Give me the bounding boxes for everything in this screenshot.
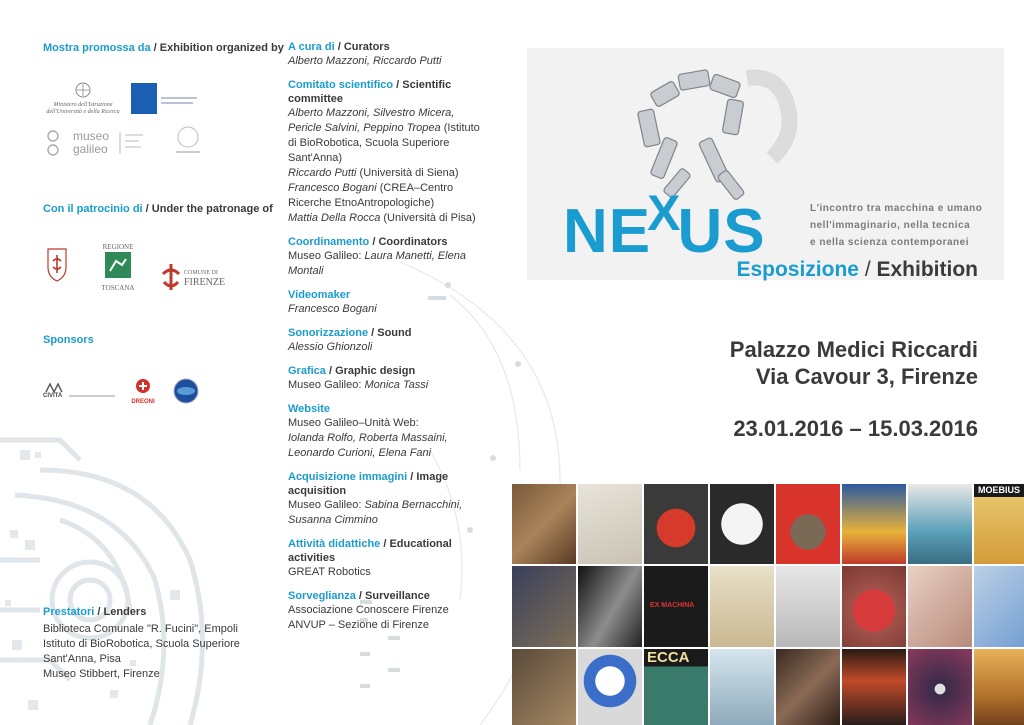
credit-text: Ricerche EtnoAntropologiche) bbox=[288, 197, 435, 209]
credit-line bbox=[288, 151, 488, 166]
credit-line bbox=[288, 565, 488, 580]
sponsors-heading-it: Sponsors bbox=[43, 334, 94, 346]
mosaic-tile bbox=[842, 566, 906, 646]
credit-entry bbox=[288, 288, 488, 317]
credit-heading-en: Scientific committee bbox=[288, 79, 452, 105]
credit-heading: Sonorizzazione / Sound bbox=[288, 327, 412, 339]
credit-line bbox=[288, 166, 488, 181]
credit-heading: Attività didattiche / Educational activities bbox=[288, 538, 452, 564]
mosaic-tile bbox=[908, 566, 972, 646]
mosaic-tile bbox=[908, 484, 972, 564]
credit-line bbox=[288, 181, 488, 196]
promoters-heading-en: Exhibition organized by bbox=[159, 42, 284, 54]
credit-line bbox=[288, 513, 488, 528]
mosaic-tile bbox=[776, 649, 840, 725]
credit-name: Francesco Bogani bbox=[288, 182, 377, 194]
credit-line bbox=[288, 498, 488, 513]
mosaic-tile bbox=[908, 649, 972, 725]
galileo-mark-icon bbox=[45, 128, 67, 158]
credit-text: Museo Galileo–Unità Web: bbox=[288, 417, 419, 429]
nexus-title bbox=[563, 185, 766, 267]
mosaic-tile bbox=[776, 566, 840, 646]
lenders-heading: Prestatori / Lenders bbox=[43, 606, 147, 618]
credit-heading-it: Website bbox=[288, 403, 330, 415]
credit-entry bbox=[288, 40, 488, 69]
credit-entry bbox=[288, 326, 488, 355]
mosaic-tile bbox=[644, 566, 708, 646]
credit-heading-it: Sorveglianza bbox=[288, 590, 356, 602]
credit-name: Laura Manetti, Elena bbox=[364, 250, 466, 262]
credit-line bbox=[288, 302, 488, 317]
mosaic-tile bbox=[512, 566, 576, 646]
credit-line bbox=[288, 249, 488, 264]
pegasus-icon bbox=[104, 251, 132, 279]
credit-name: Susanna Cimmino bbox=[288, 514, 378, 526]
mosaic-tile bbox=[644, 649, 708, 725]
exhibition-dates: 23.01.2016 – 15.03.2016 bbox=[733, 416, 978, 441]
credit-text: (CREA–Centro bbox=[376, 182, 454, 194]
credit-heading-it: Acquisizione immagini bbox=[288, 471, 408, 483]
robot-hands-illustration bbox=[607, 58, 807, 208]
credit-entry bbox=[288, 402, 488, 461]
credit-heading: A cura di / Curators bbox=[288, 41, 390, 53]
credit-heading-it: A cura di bbox=[288, 41, 335, 53]
credit-text: Associazione Conoscere Firenze bbox=[288, 604, 449, 616]
credit-heading-en: Sound bbox=[377, 327, 412, 339]
credit-heading-it: Comitato scientifico bbox=[288, 79, 394, 91]
ecca-title: ECCA bbox=[647, 648, 690, 666]
credit-name: Sabina Bernacchini, bbox=[364, 499, 463, 511]
sponsor-badge-icon bbox=[173, 378, 199, 404]
credit-line bbox=[288, 603, 488, 618]
credit-name: Leonardo Curioni, Elena Fani bbox=[288, 447, 432, 459]
galileo-word: galileo bbox=[73, 142, 108, 156]
ministry-line1: Ministero dell'Istruzione bbox=[53, 102, 113, 108]
lenders-heading-it: Prestatori bbox=[43, 606, 95, 618]
credit-heading-en: Curators bbox=[343, 41, 390, 53]
tagline-line: e nella scienza contemporanei bbox=[810, 237, 969, 248]
civita-logo bbox=[43, 381, 119, 401]
credit-entry bbox=[288, 470, 488, 528]
tagline-line: L'incontro tra macchina e umano bbox=[810, 203, 983, 214]
lenders-list bbox=[43, 622, 240, 682]
credit-heading-en: Coordinators bbox=[378, 236, 448, 248]
credits-column bbox=[288, 40, 488, 642]
credit-heading: Grafica / Graphic design bbox=[288, 365, 416, 377]
lily-icon bbox=[160, 262, 182, 292]
venue-name: Palazzo Medici Riccardi bbox=[729, 337, 978, 362]
credit-entry bbox=[288, 78, 488, 226]
credit-line bbox=[288, 340, 488, 355]
credit-name: Alessio Ghionzoli bbox=[288, 341, 373, 353]
lender-item: Istituto di BioRobotica, Scuola Superiore bbox=[43, 638, 240, 650]
patronage-heading-it: Con il patrocinio di bbox=[43, 203, 143, 215]
credit-text: Museo Galileo: bbox=[288, 250, 365, 262]
comune-firenze-logo bbox=[160, 262, 232, 294]
credit-name: Pericle Salvini, Peppino Tropea bbox=[288, 122, 441, 134]
lenders-heading-en: Lenders bbox=[103, 606, 147, 618]
credit-name: Iolanda Rolfo, Roberta Massaini, bbox=[288, 432, 448, 444]
ministry-logo bbox=[43, 82, 123, 118]
mosaic-tile bbox=[974, 566, 1024, 646]
credit-heading-it: Attività didattiche bbox=[288, 538, 381, 550]
biorobotics-logo bbox=[131, 83, 201, 115]
tagline-line: nell'immaginario, nella tecnica bbox=[810, 220, 971, 231]
nexus-title-us: US bbox=[677, 197, 766, 266]
lender-item: Museo Stibbert, Firenze bbox=[43, 668, 160, 680]
toscana-word: TOSCANA bbox=[101, 284, 135, 292]
credit-name: Monica Tassi bbox=[364, 379, 429, 391]
sponsors-heading bbox=[43, 334, 94, 346]
credit-heading-en: Surveillance bbox=[365, 590, 430, 602]
credit-heading bbox=[288, 288, 488, 302]
credit-entry bbox=[288, 537, 488, 580]
firenze-word: FIRENZE bbox=[184, 277, 226, 288]
credit-entry bbox=[288, 235, 488, 279]
mosaic-tile bbox=[512, 484, 576, 564]
regione-toscana-logo bbox=[98, 243, 138, 293]
credit-heading: Acquisizione immagini / Image acquisition bbox=[288, 471, 449, 497]
credit-name: Alberto Mazzoni, Riccardo Putti bbox=[288, 55, 442, 67]
mosaic-tile bbox=[710, 484, 774, 564]
mosaic-tile bbox=[512, 649, 576, 725]
university-seal-icon bbox=[170, 124, 206, 158]
credit-line bbox=[288, 196, 488, 211]
credit-text: (Istituto bbox=[440, 122, 480, 134]
nexus-title-x: X bbox=[647, 185, 682, 241]
credit-heading-en: Educational activities bbox=[288, 538, 452, 564]
sponsor-badge-logo bbox=[173, 378, 199, 404]
credit-line bbox=[288, 121, 488, 136]
nexus-tagline bbox=[810, 200, 982, 251]
comune-word: COMUNE DI bbox=[184, 270, 218, 276]
credit-entry bbox=[288, 589, 488, 633]
nexus-title-ne: NE bbox=[563, 197, 652, 266]
credit-text: ANVUP – Sezione di Firenze bbox=[288, 619, 430, 631]
credit-text: Museo Galileo: bbox=[288, 379, 365, 391]
image-mosaic bbox=[512, 484, 1024, 725]
mosaic-tile bbox=[644, 484, 708, 564]
ex-machina-title: EX MACHINA bbox=[650, 602, 695, 610]
credit-name: Montali bbox=[288, 265, 324, 277]
credit-name: Francesco Bogani bbox=[288, 303, 377, 315]
mobius-title: MOEBIUS bbox=[978, 485, 1021, 495]
mosaic-tile bbox=[578, 484, 642, 564]
mosaic-tile bbox=[710, 566, 774, 646]
credit-heading: Comitato scientifico / Scientific committee bbox=[288, 79, 452, 105]
credit-heading-en: Image acquisition bbox=[288, 471, 449, 497]
credit-heading-en: Graphic design bbox=[335, 365, 416, 377]
credit-heading-it: Coordinamento bbox=[288, 236, 370, 248]
credit-heading-it: Grafica bbox=[288, 365, 326, 377]
university-siena-logo bbox=[170, 124, 206, 158]
credit-heading-it: Videomaker bbox=[288, 289, 351, 301]
exhibition-label bbox=[736, 258, 978, 282]
credit-line bbox=[288, 211, 488, 226]
venue-street: Via Cavour 3, Firenze bbox=[755, 364, 978, 389]
credit-name: Alberto Mazzoni, Silvestro Micera, bbox=[288, 107, 455, 119]
museo-word: museo bbox=[73, 129, 110, 143]
lender-item: Sant'Anna, Pisa bbox=[43, 653, 121, 665]
patronage-heading: Con il patrocinio di / Under the patronage of bbox=[43, 203, 273, 215]
credit-text: GREAT Robotics bbox=[288, 566, 371, 578]
fleur-de-lis-crest-icon bbox=[44, 245, 70, 287]
credit-name: Mattia Della Rocca bbox=[288, 212, 381, 224]
patronage-heading-en: Under the patronage of bbox=[151, 203, 273, 215]
dreoni-word: DREONI bbox=[131, 399, 155, 405]
credit-line bbox=[288, 431, 488, 446]
credit-line bbox=[288, 106, 488, 121]
credit-line bbox=[288, 136, 488, 151]
nexus-hero bbox=[527, 48, 1004, 280]
promoters-heading-it: Mostra promossa da bbox=[43, 42, 151, 54]
credit-line bbox=[288, 378, 488, 393]
credit-text: (Università di Pisa) bbox=[380, 212, 476, 224]
lender-item: Biblioteca Comunale "R. Fucini", Empoli bbox=[43, 623, 238, 635]
credit-line bbox=[288, 264, 488, 279]
mosaic-tile bbox=[974, 649, 1024, 725]
credit-entry bbox=[288, 364, 488, 393]
credit-text: Sant'Anna) bbox=[288, 152, 343, 164]
credit-text: di BioRobotica, Scuola Superiore bbox=[288, 137, 450, 149]
mosaic-tile bbox=[842, 649, 906, 725]
mosaic-tile bbox=[842, 484, 906, 564]
venue-address bbox=[730, 336, 978, 390]
mosaic-tile bbox=[776, 484, 840, 564]
ministry-line2: dell'Università e della Ricerca bbox=[46, 109, 120, 115]
mosaic-tile bbox=[578, 649, 642, 725]
mosaic-tile bbox=[710, 649, 774, 725]
dreoni-mark-icon bbox=[134, 378, 152, 394]
regione-word: REGIONE bbox=[102, 243, 134, 251]
credit-heading bbox=[288, 402, 488, 416]
promoters-heading: Mostra promossa da / Exhibition organized by bbox=[43, 42, 284, 54]
credit-text: Museo Galileo: bbox=[288, 499, 365, 511]
mosaic-tile bbox=[578, 566, 642, 646]
credit-line bbox=[288, 618, 488, 633]
credit-heading-it: Sonorizzazione bbox=[288, 327, 369, 339]
mosaic-tile bbox=[974, 484, 1024, 564]
dreoni-logo bbox=[128, 378, 158, 404]
exhibition-label-sep: / bbox=[858, 258, 877, 281]
credit-text: (Università di Siena) bbox=[356, 167, 459, 179]
civita-word: CIVITA bbox=[43, 393, 63, 399]
civita-mark-icon bbox=[45, 381, 63, 393]
credit-line bbox=[288, 54, 488, 69]
exhibition-label-en: Exhibition bbox=[876, 258, 978, 281]
credit-line bbox=[288, 416, 488, 431]
exhibition-label-it: Esposizione bbox=[736, 258, 859, 281]
city-florence-crest bbox=[44, 245, 70, 287]
credit-heading: Sorveglianza / Surveillance bbox=[288, 590, 430, 602]
museo-galileo-logo bbox=[45, 128, 145, 158]
credit-heading: Coordinamento / Coordinators bbox=[288, 236, 448, 248]
credit-line bbox=[288, 446, 488, 461]
credit-name: Riccardo Putti bbox=[288, 167, 357, 179]
